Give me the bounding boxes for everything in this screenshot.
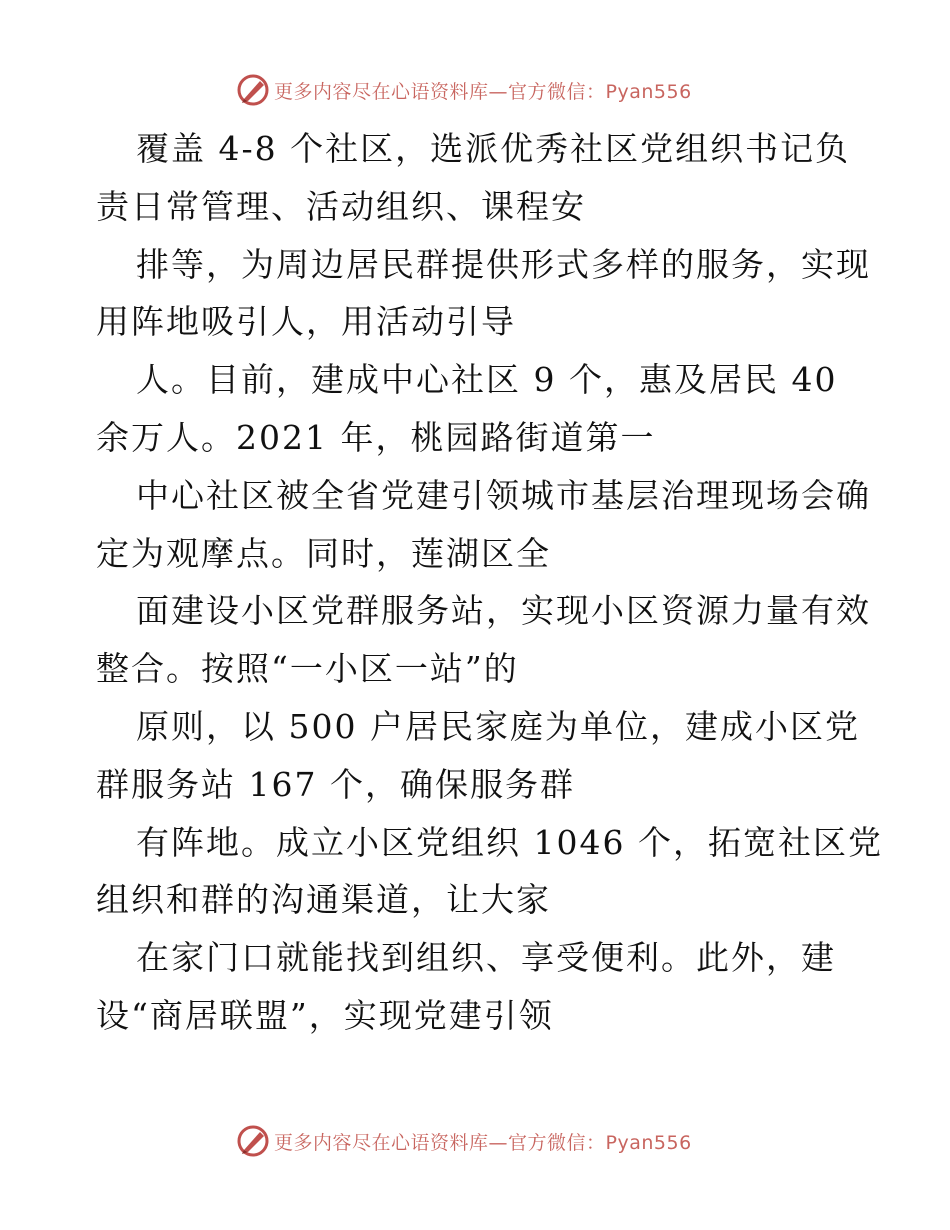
pen-logo-icon bbox=[236, 1124, 270, 1158]
watermark-text: 更多内容尽在心语资料库—官方微信：Pyan556 bbox=[274, 80, 692, 103]
text-line: 群服务站 167 个，确保服务群 bbox=[96, 764, 575, 804]
text-line: 定为观摩点。同时，莲湖区全 bbox=[96, 533, 551, 573]
document-body bbox=[96, 120, 883, 1045]
text-line: 中心社区被全省党建引领城市基层治理现场会确 bbox=[136, 475, 871, 515]
text-line: 组织和群的沟通渠道，让大家 bbox=[96, 880, 551, 920]
text-line: 责日常管理、活动组织、课程安 bbox=[96, 186, 586, 226]
text-line: 面建设小区党群服务站，实现小区资源力量有效 bbox=[136, 591, 871, 631]
text-line: 整合。按照“一小区一站”的 bbox=[96, 649, 519, 689]
text-line: 人。目前，建成中心社区 9 个，惠及居民 40 bbox=[136, 360, 838, 400]
pen-logo-icon bbox=[236, 73, 270, 107]
text-line: 排等，为周边居民群提供形式多样的服务，实现 bbox=[136, 244, 871, 284]
text-line: 余万人。2021 年，桃园路街道第一 bbox=[96, 417, 656, 457]
text-line: 设“商居联盟”，实现党建引领 bbox=[96, 995, 554, 1035]
footer-watermark bbox=[236, 1123, 692, 1159]
text-line: 原则，以 500 户居民家庭为单位，建成小区党 bbox=[136, 706, 860, 746]
header-watermark bbox=[236, 72, 692, 108]
watermark-text: 更多内容尽在心语资料库—官方微信：Pyan556 bbox=[274, 1131, 692, 1154]
text-line: 覆盖 4-8 个社区，选派优秀社区党组织书记负 bbox=[136, 129, 851, 168]
text-line: 有阵地。成立小区党组织 1046 个，拓宽社区党 bbox=[136, 822, 883, 862]
text-line: 用阵地吸引人，用活动引导 bbox=[96, 302, 516, 342]
text-line: 在家门口就能找到组织、享受便利。此外，建 bbox=[136, 938, 836, 978]
